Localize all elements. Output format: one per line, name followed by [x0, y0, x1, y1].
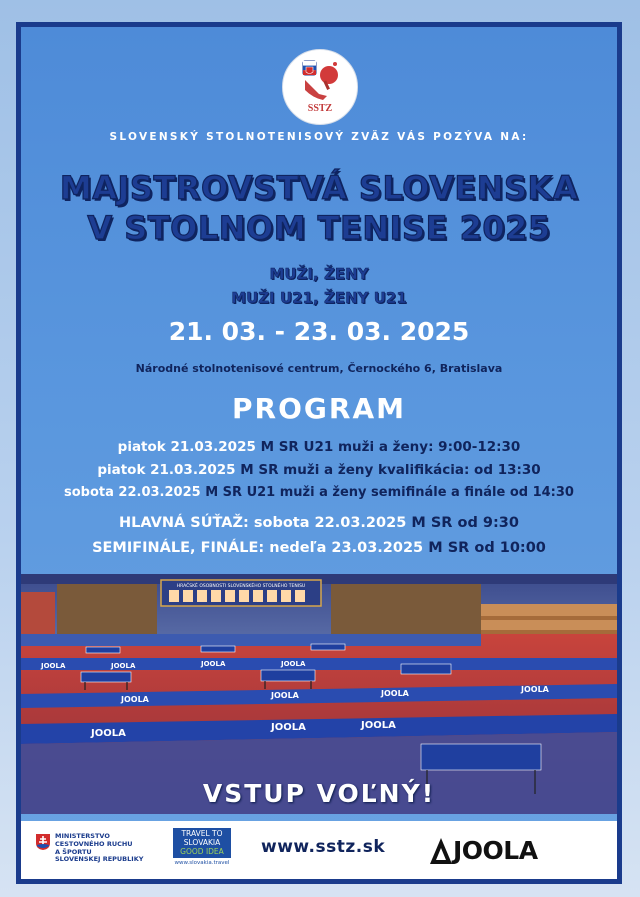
event-dates: 21. 03. - 23. 03. 2025 [168, 317, 470, 346]
program-what: M SR muži a ženy kvalifikácia: od 13:30 [240, 462, 541, 478]
logo-text: SSTZ [307, 103, 333, 114]
barrier-text: JOOLA [361, 720, 396, 731]
ministry-line: A ŠPORTU [55, 847, 92, 856]
website-link[interactable]: www.sstz.sk [261, 837, 386, 857]
program-what: M SR U21 muži a ženy semifinále a finále od 14:30 [205, 485, 574, 500]
program-what: M SR od 9:30 [411, 515, 519, 531]
title-line-2: V STOLNOM TENISE 2025 [87, 209, 551, 247]
travel-url: www.slovakia.travel [174, 860, 230, 866]
barrier-text: JOOLA [521, 685, 549, 694]
program-line [21, 485, 617, 500]
hall-banner-text: HRAČSKÉ OSOBNOSTI SLOVENSKÉHO STOLNÉHO TENISU [176, 584, 306, 589]
program-line [21, 540, 617, 556]
venue: Národné stolnotenisové centrum, Černockého 6, Bratislava [135, 362, 503, 375]
barrier-text: JOOLA [111, 662, 136, 670]
invite-line: SLOVENSKÝ STOLNOTENISOVÝ ZVÄZ VÁS POZÝVA NA: [109, 131, 529, 143]
poster-frame [16, 22, 622, 884]
title-line-1: MAJSTROVSTVÁ SLOVENSKA [59, 169, 579, 207]
program-line [21, 439, 617, 455]
barrier-text: JOOLA [91, 728, 126, 739]
barrier-text: JOOLA [271, 691, 299, 700]
travel-slovakia-logo [173, 828, 231, 868]
ministry-line: MINISTERSTVO [55, 832, 110, 840]
categories-line-2: MUŽI U21, ŽENY U21 [231, 289, 407, 307]
barrier-text: JOOLA [201, 660, 226, 668]
program-line [21, 515, 617, 531]
joola-triangle-icon [429, 836, 453, 866]
sstz-logo [282, 49, 358, 125]
ministry-line: CESTOVNÉHO RUCHU [55, 839, 133, 848]
travel-line: TRAVEL TO [181, 829, 223, 838]
joola-logo [429, 833, 579, 867]
ministry-logo [35, 831, 155, 871]
sponsor-footer [21, 821, 617, 884]
ministry-line: SLOVENSKEJ REPUBLIKY [55, 855, 144, 864]
travel-slogan: GOOD IDEA [180, 847, 224, 856]
program-when: piatok 21.03.2025 [117, 439, 256, 455]
sports-hall-illustration [21, 574, 617, 814]
program-heading: PROGRAM [232, 392, 406, 425]
sports-hall-photo [21, 574, 617, 814]
program-when: piatok 21.03.2025 [97, 462, 236, 478]
barrier-text: JOOLA [121, 695, 149, 704]
program-when: HLAVNÁ SÚŤAŽ: sobota 22.03.2025 [119, 515, 407, 531]
program-line [21, 462, 617, 478]
barrier-text: JOOLA [41, 662, 66, 670]
program-when: SEMIFINÁLE, FINÁLE: nedeľa 23.03.2025 [92, 540, 424, 556]
free-entry: VSTUP VOĽNÝ! [202, 779, 436, 808]
program-when: sobota 22.03.2025 [64, 485, 201, 500]
travel-line: SLOVAKIA [183, 838, 221, 847]
barrier-text: JOOLA [271, 722, 306, 733]
barrier-text: JOOLA [281, 660, 306, 668]
program-what: M SR od 10:00 [428, 540, 546, 556]
slovak-coat-of-arms-icon [35, 833, 51, 851]
categories-line-1: MUŽI, ŽENY [269, 265, 369, 283]
joola-wordmark: JOOLA [453, 836, 538, 865]
barrier-text: JOOLA [381, 689, 409, 698]
program-what: M SR U21 muži a ženy: 9:00-12:30 [260, 439, 521, 455]
